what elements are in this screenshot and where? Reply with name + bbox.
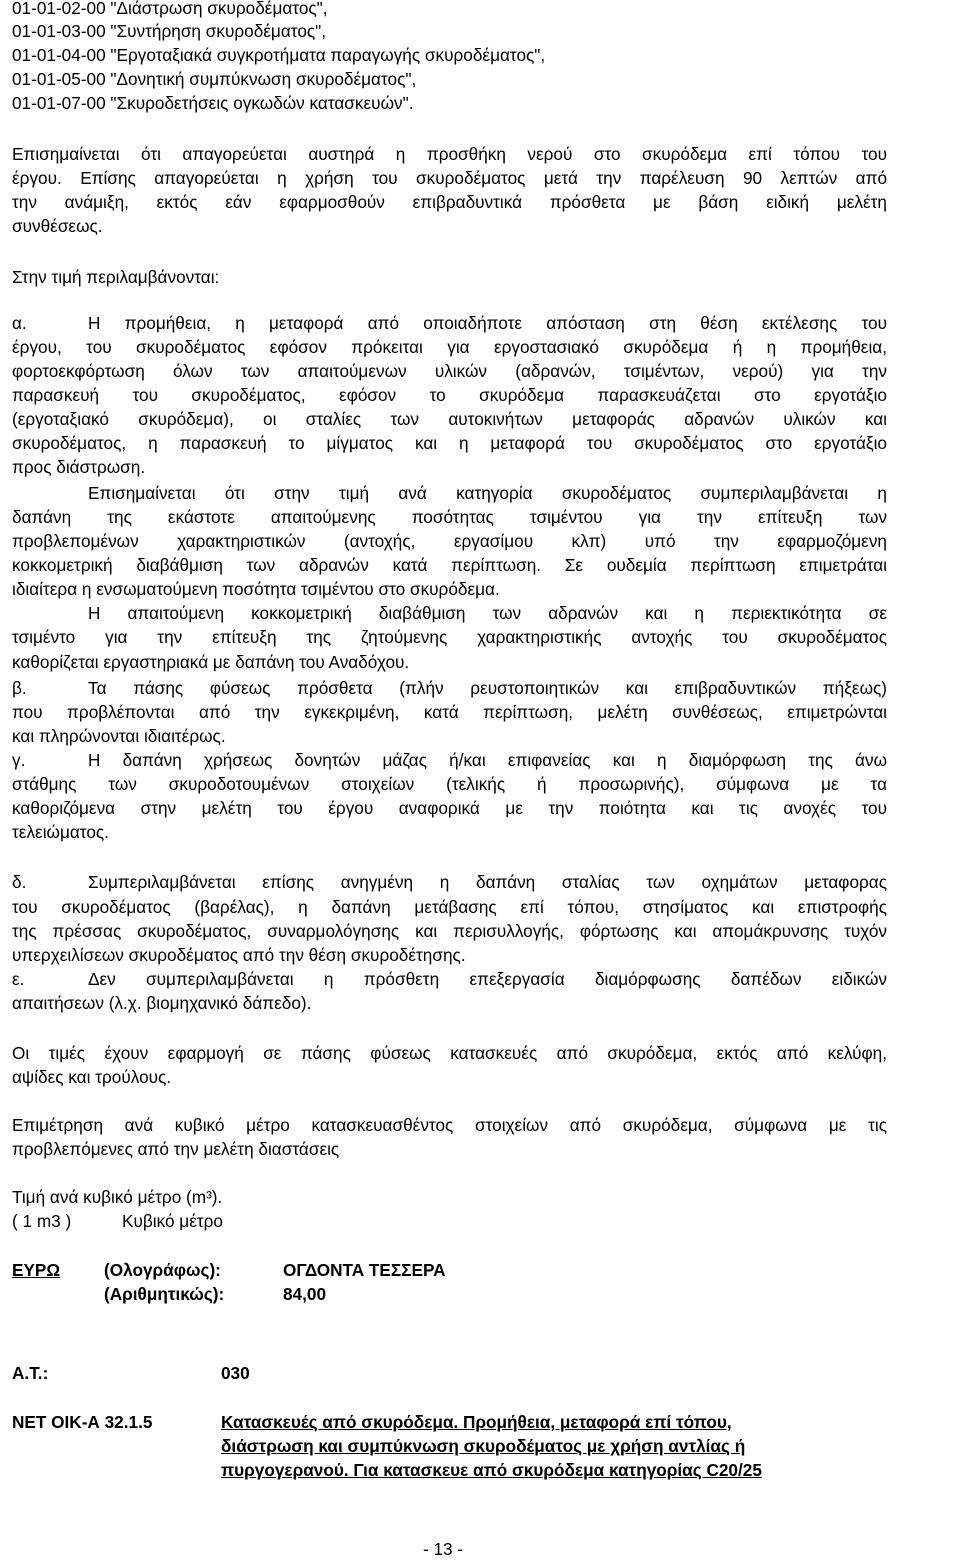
unit-name: Κυβικό μέτρο <box>122 1211 223 1231</box>
item-line: της πρέσσας σκυροδέματος, συναρμολόγησης και περισυλλογής, φόρτωσης και απομάκρυνσης τυχόν <box>12 921 887 941</box>
unit-price-label: Τιμή ανά κυβικό μέτρο (m³). <box>12 1187 223 1207</box>
item-line: τσιμέντο για την επίτευξη της ζητούμενης χαρακτηριστικής αντοχής του σκυροδέματος <box>12 627 887 647</box>
item-title-line: πυργογερανού. Για κατασκευε από σκυρόδεμα κατηγορίας C20/25 <box>221 1460 762 1480</box>
price-words-value: ΟΓΔΟΝΤΑ ΤΕΣΣΕΡΑ <box>283 1260 446 1280</box>
item-line: Η απαιτούμενη κοκκομετρική διαβάθμιση των αδρανών και η περιεκτικότητα σε <box>88 603 887 623</box>
at-value: 030 <box>221 1363 250 1383</box>
item-line: προς διάστρωση. <box>12 457 146 477</box>
paragraph-line: συνθέσεως. <box>12 216 103 236</box>
item-code: ΝΕΤ ΟΙΚ-Α 32.1.5 <box>12 1412 153 1432</box>
currency-label: ΕΥΡΩ <box>12 1260 61 1280</box>
item-line: παρασκευή του σκυροδέματος, εφόσον το σκυρόδεμα παρασκευάζεται στο εργοτάξιο <box>12 385 887 405</box>
ref-line: 01-01-05-00 "Δονητική συμπύκνωση σκυροδέματος", <box>12 69 417 89</box>
item-line: και πληρώνονται ιδιαιτέρως. <box>12 726 226 746</box>
price-numeric-label: (Αριθμητικώς): <box>104 1284 225 1304</box>
item-line: δαπάνη της εκάστοτε απαιτούμενης ποσότητας τσιμέντου για την επίτευξη των <box>12 507 887 527</box>
item-line: Τα πάσης φύσεως πρόσθετα (πλήν ρευστοποιητικών και επιβραδυντικών πήξεως) <box>88 678 887 698</box>
item-line: καθορίζεται εργαστηριακά με δαπάνη του Αναδόχου. <box>12 652 410 672</box>
price-words-label: (Ολογράφως): <box>104 1260 221 1280</box>
item-line: Η προμήθεια, η μεταφορά από οποιαδήποτε απόσταση στη θέση εκτέλεσης του <box>88 313 887 333</box>
item-line: υπερχειλίσεων σκυροδέματος από την θέση σκυροδέτησης. <box>12 945 466 965</box>
item-line: ιδιαίτερα η ενσωματούμενη ποσότητα τσιμέντου στο σκυρόδεμα. <box>12 579 500 599</box>
item-line: προβλεπομένων χαρακτηριστικών (αντοχής, εργασίμου κλπ) υπό την εφαρμοζόμενη <box>12 531 887 551</box>
ref-line: 01-01-03-00 "Συντήρηση σκυροδέματος", <box>12 21 327 41</box>
item-line: Δεν συμπεριλαμβάνεται η πρόσθετη επεξεργασία διαμόρφωσης δαπέδων ειδικών <box>88 969 887 989</box>
ref-line: 01-01-02-00 "Διάστρωση σκυροδέματος", <box>12 0 328 18</box>
item-line: που προβλέπονται από την εγκεκριμένη, κατά περίπτωση, μελέτη συνθέσεως, επιμετρώνται <box>12 702 887 722</box>
price-numeric-value: 84,00 <box>283 1284 327 1304</box>
ref-line: 01-01-07-00 "Σκυροδετήσεις ογκωδών κατασκευών". <box>12 93 414 113</box>
item-line: σκυροδέματος, η παρασκευή το μίγματος και η μεταφορά του σκυροδέματος στο εργοτάξιο <box>12 433 887 453</box>
item-marker: γ. <box>12 750 26 770</box>
ref-line: 01-01-04-00 "Εργοταξιακά συγκροτήματα παραγωγής σκυροδέματος", <box>12 45 546 65</box>
item-line: (εργοταξιακό σκυρόδεμα), οι σταλίες των αυτοκινήτων μεταφοράς αδρανών υλικών και <box>12 409 887 429</box>
paragraph-line: Οι τιμές έχουν εφαρμογή σε πάσης φύσεως κατασκευές από σκυρόδεμα, εκτός από κελύφη, <box>12 1043 887 1063</box>
item-marker: β. <box>12 678 27 698</box>
paragraph-line: την ανάμιξη, εκτός εάν εφαρμοσθούν επιβραδυντικά πρόσθετα με βάση ειδική μελέτη <box>12 192 887 212</box>
item-line: φορτοεκφόρτωση όλων των απαιτούμενων υλικών (αδρανών, τσιμέντων, νερού) για την <box>12 361 887 381</box>
item-line: Επισημαίνεται ότι στην τιμή ανά κατηγορία σκυροδέματος συμπεριλαμβάνεται η <box>88 483 887 503</box>
item-title-line: διάστρωση και συμπύκνωση σκυροδέματος με χρήση αντλίας ή <box>221 1436 746 1456</box>
item-line: Συμπεριλαμβάνεται επίσης ανηγμένη η δαπάνη σταλίας των οχημάτων μεταφορας <box>88 872 887 892</box>
item-line: του σκυροδέματος (βαρέλας), η δαπάνη μετάβασης επί τόπου, στησίματος και επιστροφής <box>12 897 887 917</box>
page-number: - 13 - <box>423 1539 464 1559</box>
item-line: έργου, του σκυροδέματος εφόσον πρόκειται για εργοστασιακό σκυρόδεμα ή η προμήθεια, <box>12 337 887 357</box>
at-label: Α.Τ.: <box>12 1363 49 1383</box>
item-marker: ε. <box>12 969 25 989</box>
paragraph-line: έργου. Επίσης απαγορεύεται η χρήση του σκυροδέματος μετά την παρέλευση 90 λεπτών από <box>12 168 887 188</box>
includes-title: Στην τιμή περιλαμβάνονται: <box>12 267 220 287</box>
item-line: Η δαπάνη χρήσεως δονητών μάζας ή/και επιφανείας και η διαμόρφωση της άνω <box>88 750 887 770</box>
item-marker: α. <box>12 313 27 333</box>
paragraph-line: Επιμέτρηση ανά κυβικό μέτρο κατασκευασθέντος στοιχείων από σκυρόδεμα, σύμφωνα με τις <box>12 1115 887 1135</box>
item-line: καθοριζόμενα στην μελέτη του έργου αναφορικά με την ποιότητα και τις ανοχές του <box>12 798 887 818</box>
item-title-line: Κατασκευές από σκυρόδεμα. Προμήθεια, μεταφορά επί τόπου, <box>221 1412 732 1432</box>
paragraph-line: προβλεπόμενες από την μελέτη διαστάσεις <box>12 1139 340 1159</box>
paragraph-line: αψίδες και τρούλους. <box>12 1067 172 1087</box>
item-line: κοκκομετρική διαβάθμιση των αδρανών κατά περίπτωση. Σε ουδεμία περίπτωση επιμετράται <box>12 555 887 575</box>
unit-code: ( 1 m3 ) <box>12 1211 72 1231</box>
item-marker: δ. <box>12 872 27 892</box>
item-line: στάθμης των σκυροδοτουμένων στοιχείων (τελικής ή προσωρινής), σύμφωνα με τα <box>12 774 887 794</box>
item-line: απαιτήσεων (λ.χ. βιομηχανικό δάπεδο). <box>12 993 312 1013</box>
paragraph-line: Επισημαίνεται ότι απαγορεύεται αυστηρά η προσθήκη νερού στο σκυρόδεμα επί τόπου του <box>12 144 887 164</box>
item-line: τελειώματος. <box>12 822 109 842</box>
